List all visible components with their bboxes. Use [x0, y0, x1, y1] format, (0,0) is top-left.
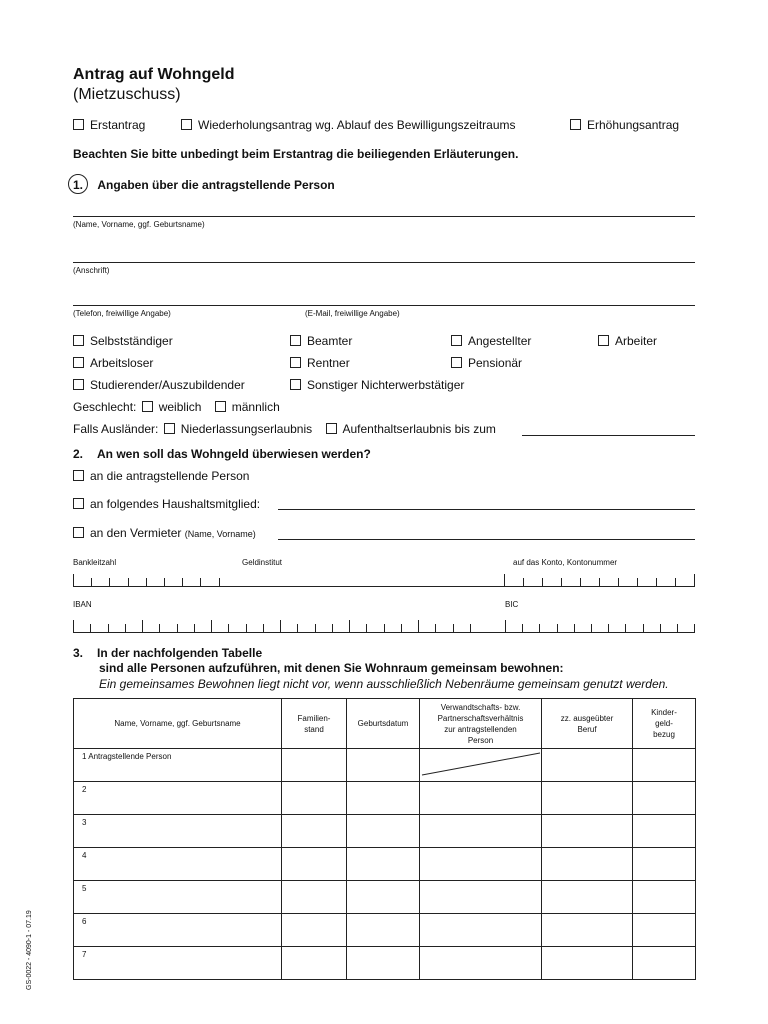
- checkbox-niederlassung[interactable]: [164, 423, 175, 434]
- table-row: [74, 947, 696, 980]
- digit-tick: [90, 624, 91, 632]
- digit-tick: [194, 624, 195, 632]
- bic-label: BIC: [505, 600, 519, 609]
- option-wiederholungsantrag[interactable]: Wiederholungsantrag wg. Ablauf des Bewilligungszeitraums: [181, 118, 516, 132]
- table-cell[interactable]: [542, 782, 633, 815]
- checkbox[interactable]: [181, 119, 192, 130]
- digit-tick: [656, 578, 657, 586]
- digit-tick: [146, 578, 147, 586]
- table-cell[interactable]: [633, 914, 696, 947]
- table-cell[interactable]: [282, 914, 347, 947]
- digit-tick: [675, 578, 676, 586]
- digit-tick: [643, 624, 644, 632]
- address-caption: (Anschrift): [73, 266, 110, 275]
- digit-tick: [73, 620, 74, 632]
- digit-tick: [211, 620, 212, 632]
- checkbox[interactable]: [73, 119, 84, 130]
- checkbox[interactable]: [598, 335, 609, 346]
- row-label: 6: [74, 914, 282, 947]
- checkbox[interactable]: [73, 498, 84, 509]
- table-cell[interactable]: [542, 947, 633, 980]
- header-verwandtschaft: Verwandtschafts- bzw. Partnerschaftsverhältnis zur antragstellenden Person: [420, 699, 542, 749]
- table-cell[interactable]: [347, 914, 420, 947]
- digit-tick: [142, 620, 143, 632]
- digit-tick: [91, 578, 92, 586]
- digit-tick: [219, 578, 220, 586]
- table-row: [74, 782, 696, 815]
- landlord-hint: (Name, Vorname): [184, 529, 256, 539]
- bank-name-label: Geldinstitut: [242, 558, 283, 567]
- digit-tick: [263, 624, 264, 632]
- table-cell[interactable]: [633, 848, 696, 881]
- foreigner-label: Falls Ausländer:: [73, 422, 159, 436]
- checkbox[interactable]: [290, 357, 301, 368]
- digit-tick: [523, 578, 524, 586]
- table-cell[interactable]: [542, 848, 633, 881]
- checkbox[interactable]: [451, 357, 462, 368]
- digit-tick: [280, 620, 281, 632]
- table-cell[interactable]: [347, 782, 420, 815]
- digit-tick: [505, 620, 506, 632]
- occupation-selbststaendiger[interactable]: Selbstständiger: [73, 334, 173, 348]
- table-cell[interactable]: [347, 815, 420, 848]
- table-cell[interactable]: [420, 947, 542, 980]
- occupation-arbeitsloser[interactable]: Arbeitsloser: [73, 356, 153, 370]
- digit-tick: [332, 624, 333, 632]
- header-familienstand: Familien- stand: [282, 699, 347, 749]
- section3-note: Ein gemeinsames Bewohnen liegt nicht vor, wenn ausschließlich Nebenräume gemeinsam genutzt werden.: [99, 677, 669, 691]
- digit-tick: [561, 578, 562, 586]
- table-cell[interactable]: [633, 815, 696, 848]
- table-cell[interactable]: [420, 914, 542, 947]
- table-row: [74, 848, 696, 881]
- digit-tick: [125, 624, 126, 632]
- table-row: [74, 815, 696, 848]
- table-cell-struck: [420, 749, 542, 782]
- row-label: 1 Antragstellende Person: [74, 749, 282, 782]
- table-cell[interactable]: [282, 782, 347, 815]
- digit-tick: [297, 624, 298, 632]
- digit-tick: [401, 624, 402, 632]
- table-cell[interactable]: [420, 848, 542, 881]
- digit-tick: [177, 624, 178, 632]
- table-cell[interactable]: [420, 782, 542, 815]
- header-beruf: zz. ausgeübter Beruf: [542, 699, 633, 749]
- landlord-field[interactable]: [278, 539, 695, 540]
- digit-tick: [73, 574, 74, 586]
- digit-tick: [453, 624, 454, 632]
- digit-tick: [539, 624, 540, 632]
- table-cell[interactable]: [347, 848, 420, 881]
- digit-tick: [625, 624, 626, 632]
- checkbox[interactable]: [570, 119, 581, 130]
- row-label: 7: [74, 947, 282, 980]
- table-cell[interactable]: [633, 782, 696, 815]
- section-number: 1.: [68, 174, 88, 194]
- row-label: 5: [74, 881, 282, 914]
- bank-code-label: Bankleitzahl: [73, 558, 117, 567]
- table-row: [74, 914, 696, 947]
- digit-tick: [200, 578, 201, 586]
- checkbox-maennlich[interactable]: [215, 401, 226, 412]
- table-row: [74, 749, 696, 782]
- digit-tick: [677, 624, 678, 632]
- digit-tick: [591, 624, 592, 632]
- checkbox-aufenthalt[interactable]: [326, 423, 337, 434]
- persons-table: [73, 698, 696, 980]
- table-cell[interactable]: [282, 947, 347, 980]
- digit-tick: [349, 620, 350, 632]
- section3-heading-line2: sind alle Personen aufzuführen, mit denen Sie Wohnraum gemeinsam bewohnen:: [99, 661, 564, 675]
- digit-tick: [418, 620, 419, 632]
- occupation-angestellter[interactable]: Angestellter: [451, 334, 531, 348]
- digit-tick: [542, 578, 543, 586]
- occupation-arbeiter[interactable]: Arbeiter: [598, 334, 657, 348]
- digit-tick: [504, 574, 505, 586]
- digit-tick: [660, 624, 661, 632]
- section1-heading: 1. Angaben über die antragstellende Person: [68, 174, 335, 194]
- phone-caption: (Telefon, freiwillige Angabe): [73, 309, 171, 318]
- name-caption: (Name, Vorname, ggf. Geburtsname): [73, 220, 205, 229]
- row-label: 3: [74, 815, 282, 848]
- table-cell[interactable]: [347, 749, 420, 782]
- digit-tick: [228, 624, 229, 632]
- residence-permit-date-field[interactable]: [522, 435, 695, 436]
- checkbox-weiblich[interactable]: [142, 401, 153, 412]
- digit-tick: [435, 624, 436, 632]
- digit-tick: [599, 578, 600, 586]
- table-cell[interactable]: [347, 947, 420, 980]
- iban-bic-field[interactable]: [73, 620, 695, 633]
- table-cell[interactable]: [282, 815, 347, 848]
- occupation-studierender[interactable]: Studierender/Auszubildender: [73, 378, 245, 392]
- header-kindergeld: Kinder- geld- bezug: [633, 699, 696, 749]
- digit-tick: [694, 624, 695, 632]
- section2-heading: 2. An wen soll das Wohngeld überwiesen werden?: [73, 447, 371, 461]
- table-cell[interactable]: [633, 881, 696, 914]
- strike-line: [420, 749, 542, 778]
- checkbox[interactable]: [73, 335, 84, 346]
- checkbox[interactable]: [290, 335, 301, 346]
- phone-email-field[interactable]: [73, 305, 695, 306]
- foreigner-row: Falls Ausländer: Niederlassungserlaubnis Aufenthaltserlaubnis bis zum: [73, 422, 496, 436]
- table-cell[interactable]: [633, 749, 696, 782]
- household-member-field[interactable]: [278, 509, 695, 510]
- digit-tick: [608, 624, 609, 632]
- bank-account-field[interactable]: [73, 574, 695, 587]
- checkbox[interactable]: [73, 527, 84, 538]
- digit-tick: [164, 578, 165, 586]
- table-cell[interactable]: [542, 749, 633, 782]
- table-header-row: [74, 699, 696, 749]
- occupation-pensionaer[interactable]: Pensionär: [451, 356, 522, 370]
- occupation-beamter[interactable]: Beamter: [290, 334, 352, 348]
- digit-tick: [315, 624, 316, 632]
- table-cell[interactable]: [542, 815, 633, 848]
- form-subtitle: (Mietzuschuss): [73, 86, 181, 103]
- checkbox[interactable]: [73, 357, 84, 368]
- section3-heading: 3. In der nachfolgenden Tabelle: [73, 646, 263, 660]
- occupation-sonstiger[interactable]: Sonstiger Nichterwerbstätiger: [290, 378, 464, 392]
- table-cell[interactable]: [282, 881, 347, 914]
- digit-tick: [128, 578, 129, 586]
- row-label: 2: [74, 782, 282, 815]
- digit-tick: [580, 578, 581, 586]
- notice-text: Beachten Sie bitte unbedingt beim Erstantrag die beiliegenden Erläuterungen.: [73, 147, 519, 161]
- account-label: auf das Konto, Kontonummer: [513, 558, 618, 567]
- payee-landlord[interactable]: an den Vermieter (Name, Vorname): [73, 526, 256, 540]
- digit-tick: [246, 624, 247, 632]
- form-code: GS-0022 - 4090-1 - 07.19: [26, 910, 33, 990]
- digit-tick: [182, 578, 183, 586]
- digit-tick: [159, 624, 160, 632]
- option-erhoehungsantrag[interactable]: Erhöhungsantrag: [570, 118, 679, 132]
- checkbox[interactable]: [73, 379, 84, 390]
- table-cell[interactable]: [282, 848, 347, 881]
- digit-tick: [522, 624, 523, 632]
- name-field[interactable]: [73, 216, 695, 217]
- table-cell[interactable]: [633, 947, 696, 980]
- checkbox[interactable]: [73, 470, 84, 481]
- checkbox[interactable]: [451, 335, 462, 346]
- table-cell[interactable]: [282, 749, 347, 782]
- payee-applicant[interactable]: an die antragstellende Person: [73, 469, 249, 483]
- payee-household-member[interactable]: an folgendes Haushaltsmitglied:: [73, 497, 260, 511]
- gender-label: Geschlecht:: [73, 400, 137, 414]
- form-title: Antrag auf Wohngeld: [73, 66, 235, 83]
- header-name: Name, Vorname, ggf. Geburtsname: [74, 699, 282, 749]
- digit-tick: [384, 624, 385, 632]
- table-cell[interactable]: [542, 881, 633, 914]
- digit-tick: [470, 624, 471, 632]
- table-row: [74, 881, 696, 914]
- checkbox[interactable]: [290, 379, 301, 390]
- digit-tick: [694, 574, 695, 586]
- digit-tick: [366, 624, 367, 632]
- table-cell[interactable]: [347, 881, 420, 914]
- iban-label: IBAN: [73, 600, 92, 609]
- digit-tick: [108, 624, 109, 632]
- row-label: 4: [74, 848, 282, 881]
- table-cell[interactable]: [420, 881, 542, 914]
- option-erstantrag[interactable]: Erstantrag: [73, 118, 145, 132]
- occupation-rentner[interactable]: Rentner: [290, 356, 350, 370]
- header-geburtsdatum: Geburtsdatum: [347, 699, 420, 749]
- digit-tick: [574, 624, 575, 632]
- email-caption: (E-Mail, freiwillige Angabe): [305, 309, 400, 318]
- table-cell[interactable]: [420, 815, 542, 848]
- gender-row: Geschlecht: weiblich männlich: [73, 400, 280, 414]
- digit-tick: [109, 578, 110, 586]
- table-cell[interactable]: [542, 914, 633, 947]
- digit-tick: [637, 578, 638, 586]
- address-field[interactable]: [73, 262, 695, 263]
- digit-tick: [618, 578, 619, 586]
- digit-tick: [557, 624, 558, 632]
